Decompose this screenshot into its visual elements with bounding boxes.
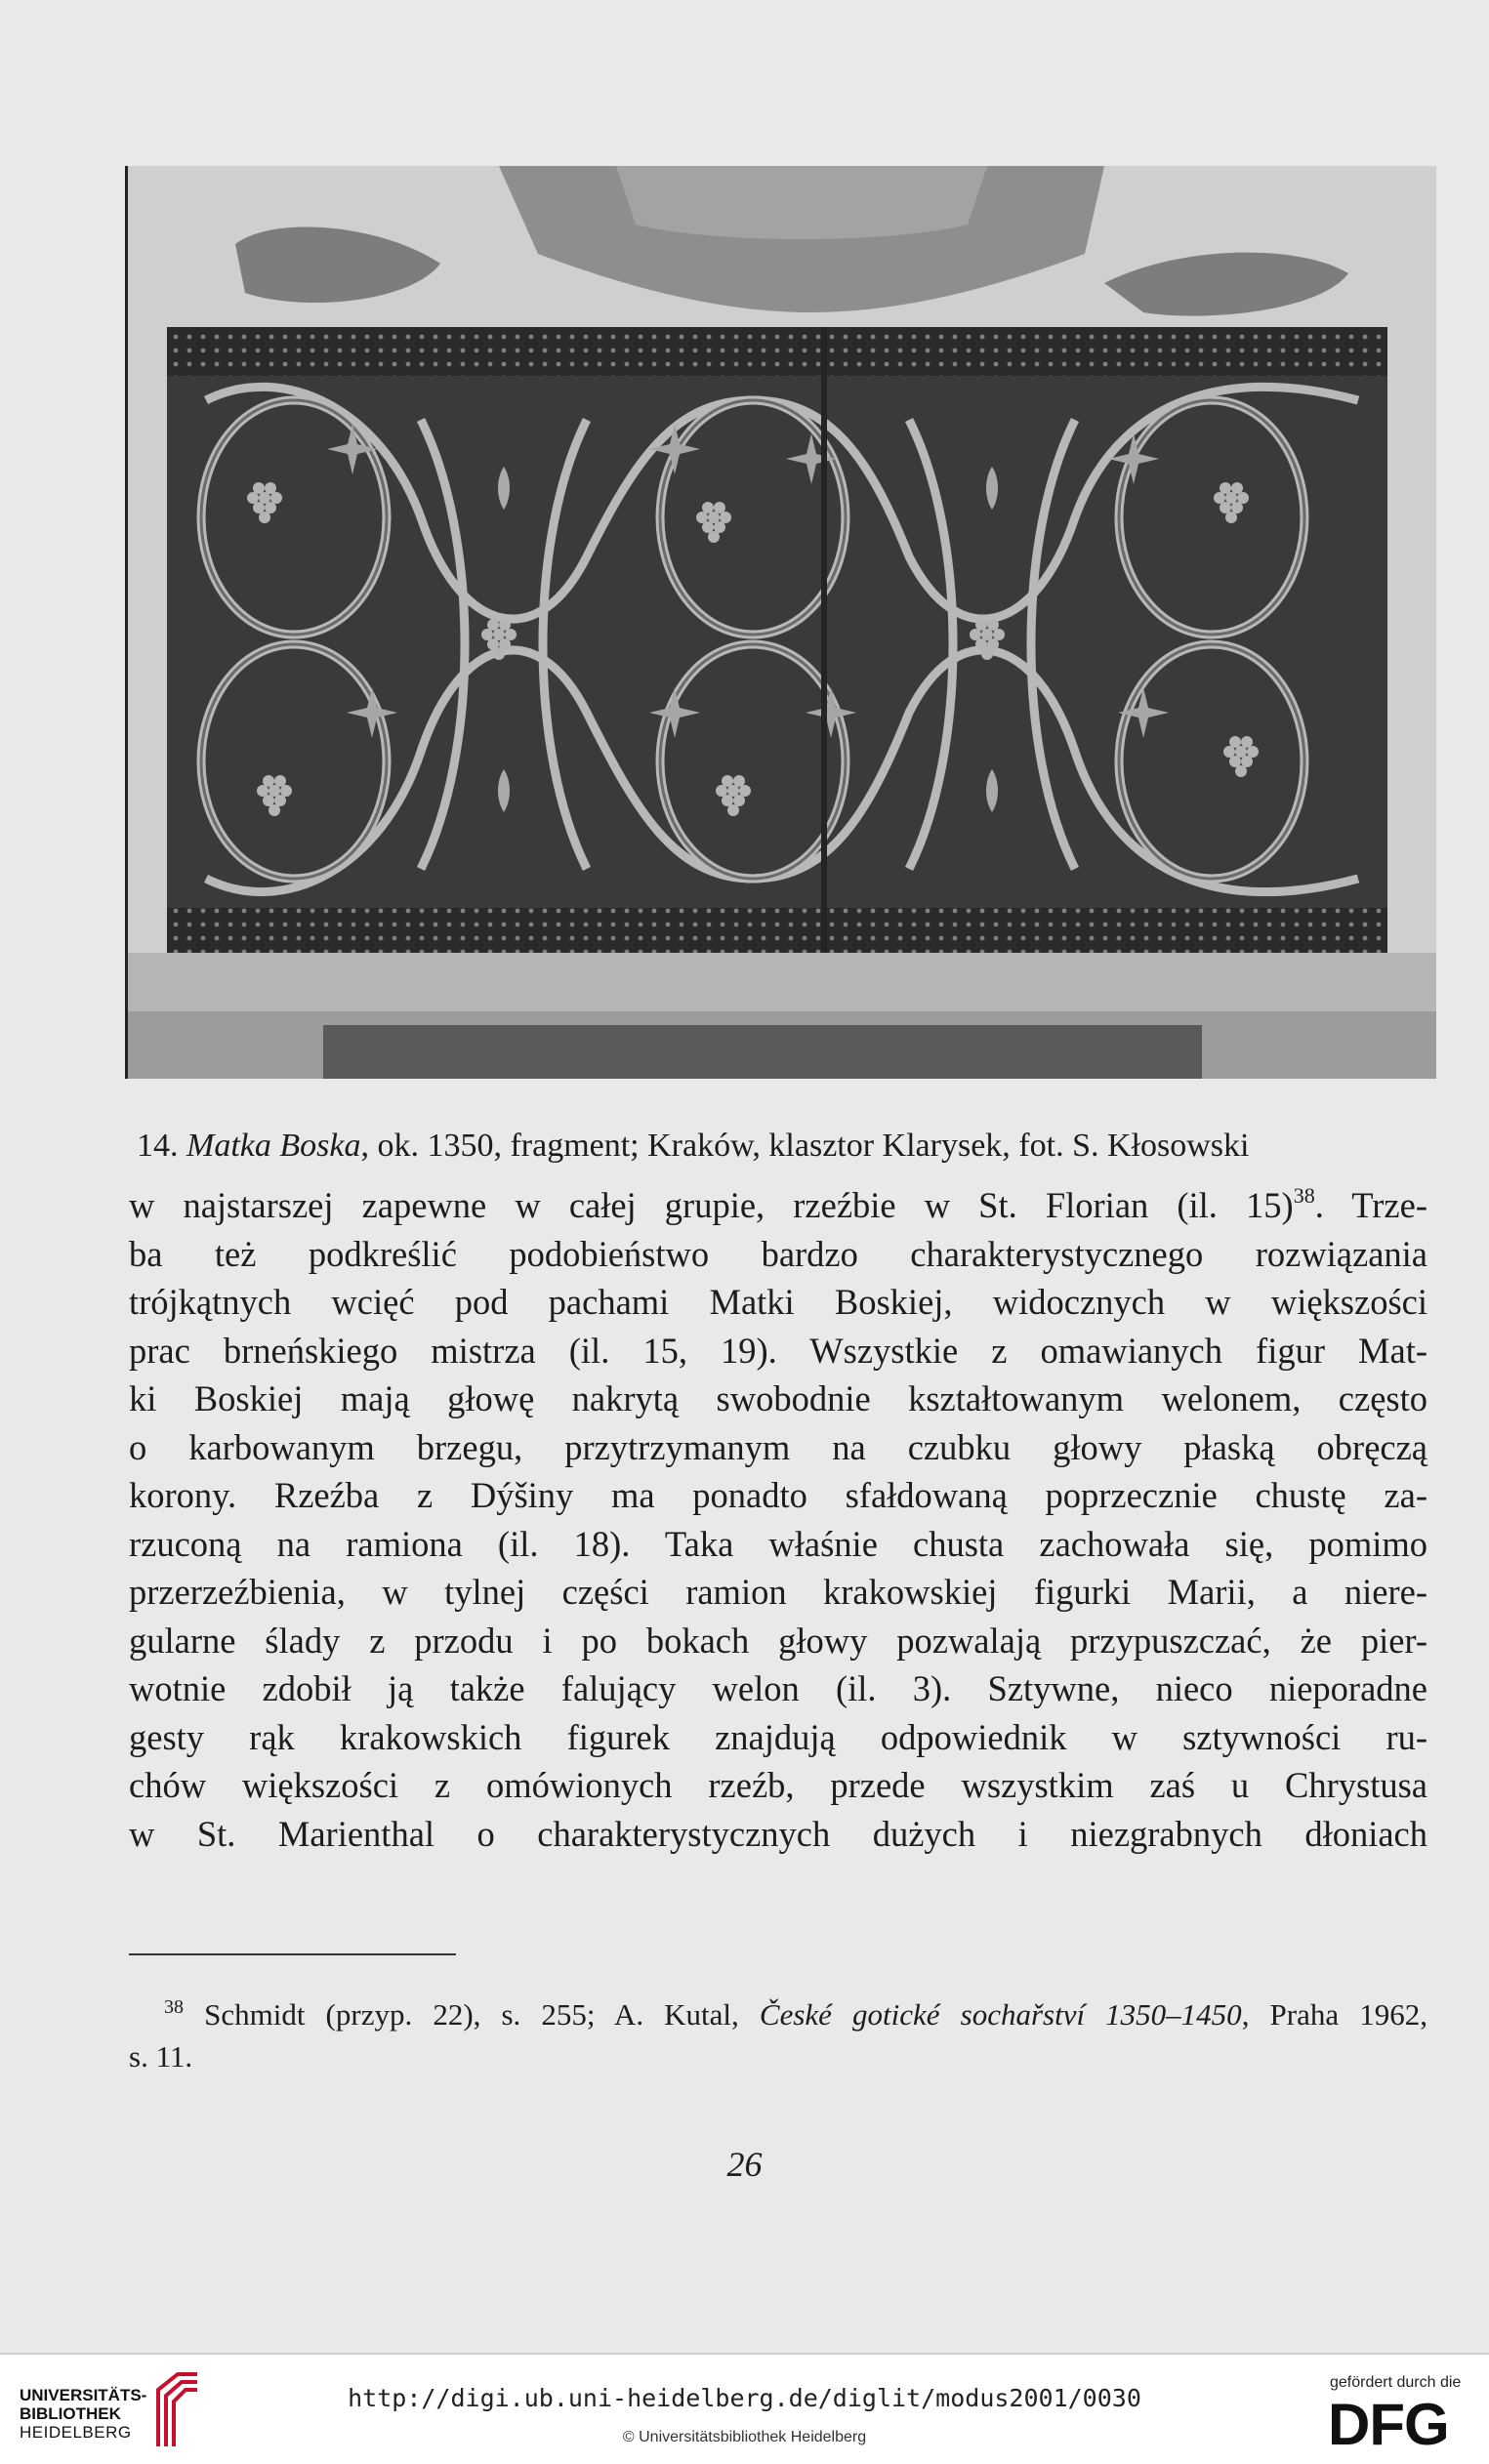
library-name-line2: BIBLIOTHEK <box>20 2404 121 2423</box>
page-number: 26 <box>726 2145 763 2184</box>
body-line: prac brneńskiego mistrza (il. 15, 19). Wszystkie z omawianych figur Mat- <box>129 1330 1427 1371</box>
caption-title: Matka Boska <box>186 1128 361 1164</box>
footnote-divider <box>129 1953 456 1955</box>
footnote <box>129 1993 1427 2077</box>
body-line <box>129 1181 1427 1230</box>
body-line: ki Boskiej mają głowę nakrytą swobodnie kształtowanym welonem, często <box>129 1378 1427 1418</box>
caption-number: 14. <box>137 1128 179 1164</box>
library-name-line3: HEIDELBERG <box>20 2423 132 2442</box>
body-line: wotnie zdobił ją także falujący welon (il. 3). Sztywne, nieco nieporadne <box>129 1668 1427 1708</box>
body-line-text: . Trze- <box>1314 1185 1427 1225</box>
caption-details: , ok. 1350, fragment; Kraków, klasztor Klarysek, fot. S. Kłosowski <box>360 1128 1250 1164</box>
body-paragraph <box>129 1181 1427 1858</box>
body-line: w St. Marienthal o charakterystycznych dużych i niezgrabnych dłoniach <box>129 1813 1427 1854</box>
body-line: gesty rąk krakowskich figurek znajdują odpowiednik w sztywności ru- <box>129 1716 1427 1757</box>
figure-caption <box>137 1125 1426 1168</box>
body-line: gularne ślady z przodu i po bokach głowy pozwalają przypuszczać, że pier- <box>129 1620 1427 1661</box>
dfg-logo[interactable]: DFG <box>1328 2392 1449 2457</box>
footnote-text: Schmidt (przyp. 22), s. 255; A. Kutal, <box>184 1997 760 2032</box>
footnote-ref[interactable]: 38 <box>1293 1183 1315 1208</box>
funder-label: gefördert durch die <box>1330 2374 1462 2391</box>
library-name-line1: UNIVERSITÄTS- <box>20 2386 147 2404</box>
relief-image <box>128 166 1436 1079</box>
footnote-book-title: České gotické sochařství 1350–1450 <box>759 1997 1242 2032</box>
relief-photograph <box>125 166 1436 1079</box>
body-line: chów większości z omówionych rzeźb, przede wszystkim zaś u Chrystusa <box>129 1765 1427 1805</box>
body-line: korony. Rzeźba z Dýšiny ma ponadto sfałdowaną poprzecznie chustę za- <box>129 1475 1427 1515</box>
footnote-text: , Praha 1962, <box>1241 1997 1427 2032</box>
digitization-banner <box>0 2353 1489 2464</box>
permalink-url[interactable]: http://digi.ub.uni-heidelberg.de/diglit/modus2001/0030 <box>348 2384 1141 2412</box>
footnote-line <box>129 1993 1427 2035</box>
body-line: trójkątnych wcięć pod pachami Matki Boskiej, widocznych w większości <box>129 1282 1427 1322</box>
body-line: o karbowanym brzegu, przytrzymanym na czubku głowy płaską obręczą <box>129 1426 1427 1467</box>
body-line-text: w najstarszej zapewne w całej grupie, rzeźbie w St. Florian (il. 15) <box>129 1185 1294 1225</box>
copyright-notice: © Universitätsbibliothek Heidelberg <box>622 2429 867 2445</box>
body-line: przerzeźbienia, w tylnej części ramion krakowskiej figurki Marii, a niere- <box>129 1572 1427 1612</box>
footnote-number: 38 <box>164 1996 184 2018</box>
footnote-line: s. 11. <box>129 2039 193 2074</box>
body-line: rzuconą na ramiona (il. 18). Taka właśnie chusta zachowała się, pomimo <box>129 1523 1427 1564</box>
body-line: ba też podkreślić podobieństwo bardzo charakterystycznego rozwiązania <box>129 1233 1427 1274</box>
